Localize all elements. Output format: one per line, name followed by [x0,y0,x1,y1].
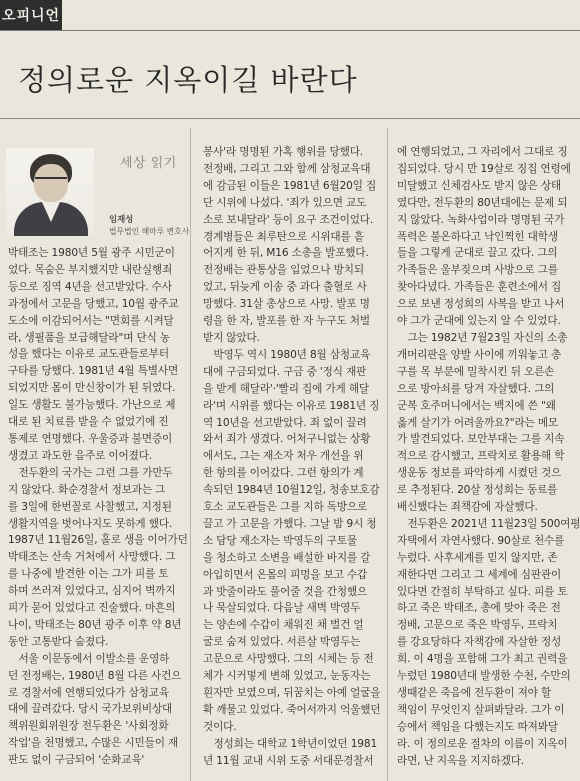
article-line: 생활지역을 벗어나지도 못하게 했다. [8,517,173,530]
article-line: 누렸다. 사후세계를 믿지 않지만, 존 [397,551,558,564]
article-line: 개머리판을 양발 사이에 끼워놓고 총 [397,348,562,361]
article-line: 호소 교도관들은 그를 지하 독방으로 [203,501,368,514]
article-line: 끌고 가 고문을 가했다. 그날 밤 9시 청 [203,517,377,530]
article-line: 던 전정배는, 1980년 8월 다른 사건으 [8,669,182,682]
article-line: 야 그가 군대에 있는지 알 수 있었다. [397,315,561,328]
article-line: 성을 했다는 이유로 교도관들로부터 [8,348,169,361]
article-line: 가족들은 울부짖으며 사방으로 그를 [397,264,558,277]
article-line: 미달했고 신체검사도 받지 않은 상태 [397,179,562,192]
article-line: 등으로 징역 4년을 선고받았다. 수사 [8,280,172,293]
article-line: 재한다면 그리고 그 세계에 심판관이 [397,568,562,581]
article-line: 경계병들은 최루탄으로 시위대를 흩 [203,230,364,243]
article-line: 정배, 고문으로 죽은 박영두, 프락치 [397,619,558,632]
article-line: 대로 된 치료를 받을 수 없었기에 진 [8,416,169,429]
article-line: 하며 쓰러져 있었다고, 심지어 벽까지 [8,585,176,598]
article-line: 생운동 정보를 파악하게 시켰던 것으 [397,467,562,480]
article-line: 를 강요당하다 자책감에 자살한 정성 [397,636,562,649]
article-line: 일도 생활도 불가능했다. 가난으로 제 [8,399,176,412]
article-line: 적으로 감시했고, 프락치로 활용해 학 [397,450,565,463]
article-line: 령을 한 자, 발포를 한 자 누구도 처벌 [203,315,370,328]
article-line: 을 청소하고 소변을 배설한 바지를 갈 [203,551,371,564]
article-line: 는 양손에 수갑이 채워진 채 벌건 얼 [203,619,364,632]
article-line: 작업'을 천명했고, 수많은 시민들이 재 [8,737,179,750]
article-line: 승에서 책임을 다했는지도 따져봐달 [397,720,558,733]
article-line: 희. 이 4명을 포함해 그가 최고 권력을 [397,653,568,666]
article-line: 에 연행되었고, 그 자리에서 그대로 징 [397,146,568,158]
article-line: 대에 끌려갔다. 당시 국가보위비상대 [8,703,173,716]
author-title: 법무법인 해마루 변호사 [109,227,190,236]
article-line: 누렸던 1980년대 발생한 수천, 수만의 [397,670,571,683]
article-line: 라'며 시위를 했다는 이유로 1981년 징 [203,399,380,412]
article-line: 전정배, 그리고 그와 함께 삼청교육대 [203,162,371,175]
article-line: 있다면 간절히 부탁하고 싶다. 피를 토 [397,585,568,598]
article-line: 흰자만 보였으며, 뒤꿈치는 아예 얼굴을 [203,687,381,699]
article-line: 로 추정된다. 20살 정성희는 동료를 [397,484,558,497]
author-photo [6,148,94,236]
article-line: 구타를 당했다. 1981년 4월 특별사면 [8,365,179,378]
article-line: 과 밧줄이라도 풀어줄 것을 간청했으 [203,585,368,598]
article-line: 와서 죄가 생겼다. 어처구니없는 상황 [203,433,371,446]
article-line: 확 깨물고 있었다. 죽어서까지 억울했던 [203,703,381,716]
article-line: 서울 이문동에서 이발소를 운영하 [8,652,170,665]
column-divider [190,128,191,781]
article-line: 에 감금된 이들은 1981년 6월20일 집 [203,179,377,192]
article-line: 전두환의 국가는 그런 그를 가만두 [8,466,173,479]
headline-divider [0,118,580,119]
article-line: 단 시위에 나섰다. '죄가 있으면 교도 [203,196,367,209]
article-line: 생때같은 죽음에 전두환이 져야 할 [397,687,552,699]
article-line: 라. 이 정의로운 절차의 이름이 지옥이 [397,737,568,750]
article-line: 속되던 1984년 10월12일, 청송보호감 [203,484,380,497]
top-divider [0,30,580,31]
column-divider [387,128,388,781]
article-line: 박영두 역시 1980년 8월 삼청교육 [203,348,371,361]
article-line: 과정에서 고문을 당했고, 10월 광주교 [8,297,179,310]
article-line: 받지 않았다. [203,331,260,344]
article-line: 봉사'라 명명된 가혹 행위를 당했다. [203,146,364,158]
article-line: 체가 시커멓게 변해 있었고, 눈동자는 [203,670,371,683]
article-line: 나이, 박태조는 80년 광주 이후 약 8년 [8,618,182,631]
article-line: 었고, 뒤늦게 이송 중 과다 출혈로 사 [203,281,367,294]
article-line: 것이다. [203,720,237,733]
article-line: 집되었다. 당시 만 19살로 징집 연령에 [397,162,571,175]
article-line: 통제로 연명했다. 우울증과 불면증이 [8,432,173,445]
article-line: 망했다. 31살 총상으로 사망. 발포 명 [203,298,370,311]
article-line: 전정배는 관통상을 입었으나 방치되 [203,264,364,277]
article-line: 동안 고통받다 숨졌다. [8,635,109,648]
article-line: 소로 보내달라' 등이 요구 조건이었다. [203,213,374,226]
article-column-1 [8,245,188,769]
article-line: 도소에 이감되어서는 "면회를 시켜달 [8,314,174,327]
article-line: 소 담당 재소자는 박영두의 구토물 [203,534,358,547]
article-line: 박태조는 산속 거처에서 사망했다. 그 [8,551,176,564]
article-line: 구를 목 부분에 밀착시킨 뒤 오른손 [397,365,555,378]
article-line: 전두환은 2021년 11월23일 500여평 [397,517,580,530]
article-line: 들을 그렇게 군대로 끌고 갔다. 그의 [397,247,558,260]
article-line: 역 10년을 선고받았다. 죄 없이 끌려 [203,416,367,429]
article-line: 배신했다는 죄책감에 자살했다. [397,501,538,514]
article-line: 군복 호주머니에서는 백지에 쓴 "왜 [397,399,556,412]
article-line: 를 3일에 한번꼴로 사찰했고, 지정된 [8,500,172,513]
article-line: 었다. 목숨은 부지했지만 내란실행죄 [8,263,173,276]
article-line: 대에 구금되었다. 구금 중 '정식 재판 [203,365,367,378]
article-line: 굴로 숨져 있었다. 서른살 박영두는 [203,636,361,649]
article-line: 으로 보낸 정성희의 사복을 받고 나서 [397,298,565,311]
article-line: 박태조는 1980년 5월 광주 시민군이 [8,247,175,259]
article-line: 지 않았다. 화순경찰서 정보과는 그 [8,483,166,496]
article-line: 자택에서 자연사했다. 90살로 천수를 [397,534,565,547]
article-line: 나 묵살되었다. 다음날 새벽 박영두 [203,602,361,615]
article-line: 년 11월 교내 시위 도중 서대문경찰서 [203,754,374,767]
article-line: 가 발견되었다. 보안부대는 그를 지속 [397,433,565,446]
article-line: 지 않았다. 녹화사업이라 명명된 국가 [397,213,565,226]
article-line: 책임이 무엇인지 살펴봐달라. 그가 이 [397,703,565,716]
article-line: 로 경찰서에 연행되었다가 삼청교육 [8,686,169,699]
article-line: 어지게 한 뒤, M16 소총을 발포했다. [203,247,369,260]
section-tag: 오피니언 [0,0,62,30]
article-line: 였다만, 전두환의 80년대에는 문제 되 [397,196,568,209]
article-line: 책위원회위원장 전두환은 '사회정화 [8,720,169,733]
article-column-3 [397,144,580,770]
article-line: 피가 묻어 있었다고 진술했다. 마흔의 [8,602,176,615]
author-name: 임재성 [109,214,134,224]
article-line: 판도 없이 구금되어 '순화교육' [8,754,145,767]
article-line: 라면, 난 지옥을 지지하겠다. [397,754,525,767]
article-line: 찾아다녔다. 가족들은 훈련소에서 집 [397,281,562,294]
article-line: 생겼고 과도한 음주로 이어졌다. [8,449,152,462]
article-line: 라, 생필품을 보급해달라"며 단식 농 [8,331,170,344]
article-line: 폭력은 불온하다고 낙인찍힌 대학생 [397,230,558,243]
article-line: 를 나중에 발견한 이는 그가 피를 토 [8,568,169,581]
article-line: 아입히면서 온몸의 피멍을 보고 수갑 [203,568,368,581]
article-line: 으로 방아쇠를 당겨 자살했다. 그의 [397,382,555,395]
article-line: 그는 1982년 7월23일 자신의 소총 [397,331,568,344]
column-label: 세상 읽기 [120,156,177,171]
article-column-2 [203,144,380,770]
article-line: 하고 죽은 박태조, 총에 맞아 죽은 전 [397,602,561,615]
article-line: 옳게 살기가 어려울까요?"라는 메모 [397,416,559,429]
article-line: 한 항의를 이어갔다. 그런 항의가 계 [203,467,364,480]
article-line: 1987년 11월26일, 홀로 생을 이어가던 [8,534,188,547]
article-line: 에서도, 그는 재소자 처우 개선을 위 [203,450,364,463]
article-line: 정성희는 대학교 1학년이었던 1981 [203,737,378,750]
article-line: 되었지만 몸이 만신창이가 된 뒤였다. [8,382,176,395]
headline: 정의로운 지옥이길 바란다 [18,63,358,97]
article-line: 을 받게 해달라'·'빨리 집에 가게 해달 [203,382,369,395]
article-line: 고문으로 사망했다. 그의 시체는 등 전 [203,653,374,666]
